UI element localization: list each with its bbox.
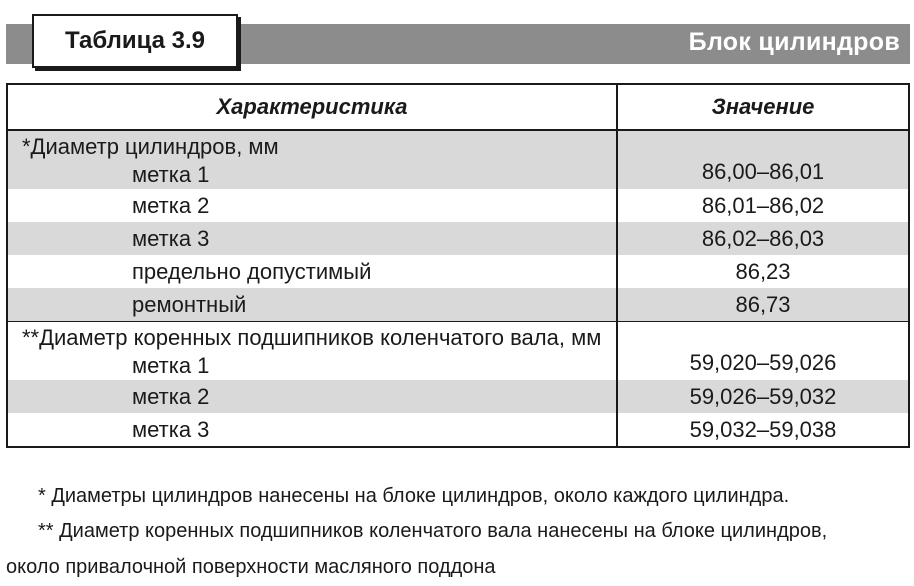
table-header-row xyxy=(8,85,908,130)
table-row xyxy=(8,413,908,446)
row-value: 59,020–59,026 xyxy=(617,322,908,381)
table-label-box xyxy=(32,14,238,68)
table-row xyxy=(8,255,908,288)
footnote-2-continued: около привалочной поверхности масляного поддона xyxy=(6,556,496,578)
footnote-1: * Диаметры цилиндров нанесены на блоке цилиндров, около каждого цилиндра. xyxy=(38,485,790,507)
table-row xyxy=(8,222,908,255)
row-label: метка 1 xyxy=(132,162,210,187)
column-header-characteristic: Характеристика xyxy=(8,85,617,130)
row-value: 86,02–86,03 xyxy=(617,222,908,255)
row-label: предельно допустимый xyxy=(8,255,617,288)
row-label: метка 3 xyxy=(8,413,617,446)
row-label: метка 3 xyxy=(8,222,617,255)
row-value: 86,00–86,01 xyxy=(617,130,908,189)
table-row xyxy=(8,189,908,222)
table-label: Таблица 3.9 xyxy=(64,27,206,54)
column-header-value: Значение xyxy=(617,85,908,130)
group-title-cylinders: *Диаметр цилиндров, мм xyxy=(22,134,279,159)
row-label: метка 2 xyxy=(8,189,617,222)
row-value: 86,73 xyxy=(617,288,908,322)
table-row xyxy=(8,288,908,322)
table-row xyxy=(8,322,908,381)
row-value: 86,01–86,02 xyxy=(617,189,908,222)
table-row xyxy=(8,130,908,189)
row-label: ремонтный xyxy=(8,288,617,322)
row-value: 59,032–59,038 xyxy=(617,413,908,446)
footnote-2: ** Диаметр коренных подшипников коленчатого вала нанесены на блоке цилиндров, xyxy=(38,520,828,542)
row-label: метка 1 xyxy=(132,353,210,378)
row-value: 86,23 xyxy=(617,255,908,288)
table-row xyxy=(8,380,908,413)
row-value: 59,026–59,032 xyxy=(617,380,908,413)
row-label: метка 2 xyxy=(8,380,617,413)
group-title-bearings: **Диаметр коренных подшипников коленчатого вала, мм xyxy=(22,325,602,350)
section-title: Блок цилиндров xyxy=(688,28,900,56)
spec-table xyxy=(6,83,910,448)
